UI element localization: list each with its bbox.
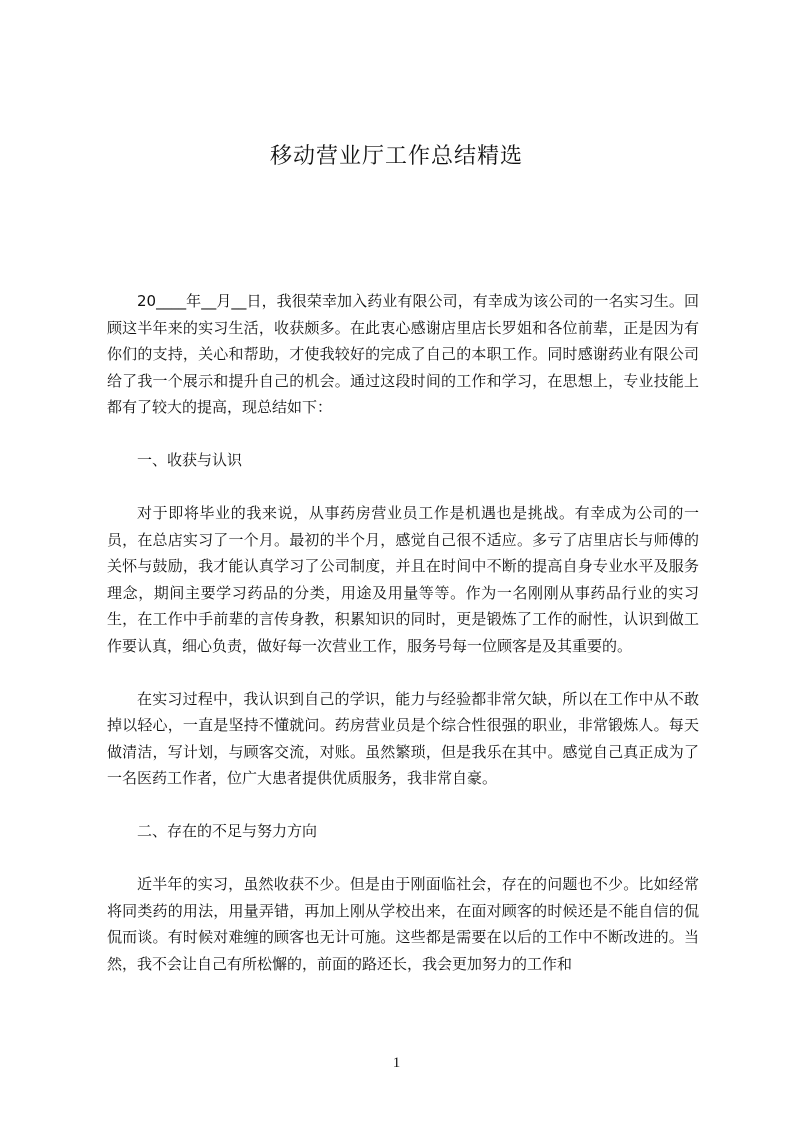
page-number: 1 — [392, 1055, 401, 1071]
paragraph-intro: 20____年__月__日，我很荣幸加入药业有限公司，有幸成为该公司的一名实习生。回顾这半年来的实习生活，收获颇多。在此衷心感谢店里店长罗姐和各位前辈，正是因为有你们的支持，关心和帮助，才使我较好的完成了自己的本职工作。同时感谢药业有限公司给了我一个展示和提升自己的机会。通过这段时间的工作和学习，在思想上，专业技能上都有了较大的提高，现总结如下： — [107, 292, 699, 416]
paragraph-shortcomings: 近半年的实习，虽然收获不少。但是由于刚面临社会，存在的问题也不少。比如经常将同类药的用法，用量弄错，再加上刚从学校出来，在面对顾客的时候还是不能自信的侃侃而谈。有时候对难缠的顾客也无计可施。这些都是需要在以后的工作中不断改进的。当然，我不会让自己有所松懈的，前面的路还长，我会更加努力的工作和 — [107, 875, 699, 973]
section-heading-gains: 一、收获与认识 — [137, 451, 243, 469]
paragraph-gains-1: 对于即将毕业的我来说，从事药房营业员工作是机遇也是挑战。有幸成为公司的一员，在总店实习了一个月。最初的半个月，感觉自己很不适应。多亏了店里店长与师傅的关怀与鼓励，我才能认真学习了公司制度，并且在时间中不断的提高自身专业水平及服务理念，期间主要学习药品的分类，用途及用量等等。作为一名刚刚从事药品行业的实习生，在工作中手前辈的言传身教，积累知识的同时，更是锻炼了工作的耐性，认识到做工作要认真，细心负责，做好每一次营业工作，服务号每一位顾客是及其重要的。 — [107, 504, 699, 655]
paragraph-gains-2: 在实习过程中，我认识到自己的学识，能力与经验都非常欠缺，所以在工作中从不敢掉以轻心，一直是坚持不懂就问。药房营业员是个综合性很强的职业，非常锻炼人。每天做清洁，写计划，与顾客交流，对账。虽然繁琐，但是我乐在其中。感觉自己真正成为了一名医药工作者，位广大患者提供优质服务，我非常自豪。 — [107, 689, 699, 787]
section-heading-shortcomings: 二、存在的不足与努力方向 — [137, 822, 318, 840]
document-title: 移动营业厅工作总结精选 — [269, 144, 523, 169]
document-body — [107, 288, 699, 1004]
